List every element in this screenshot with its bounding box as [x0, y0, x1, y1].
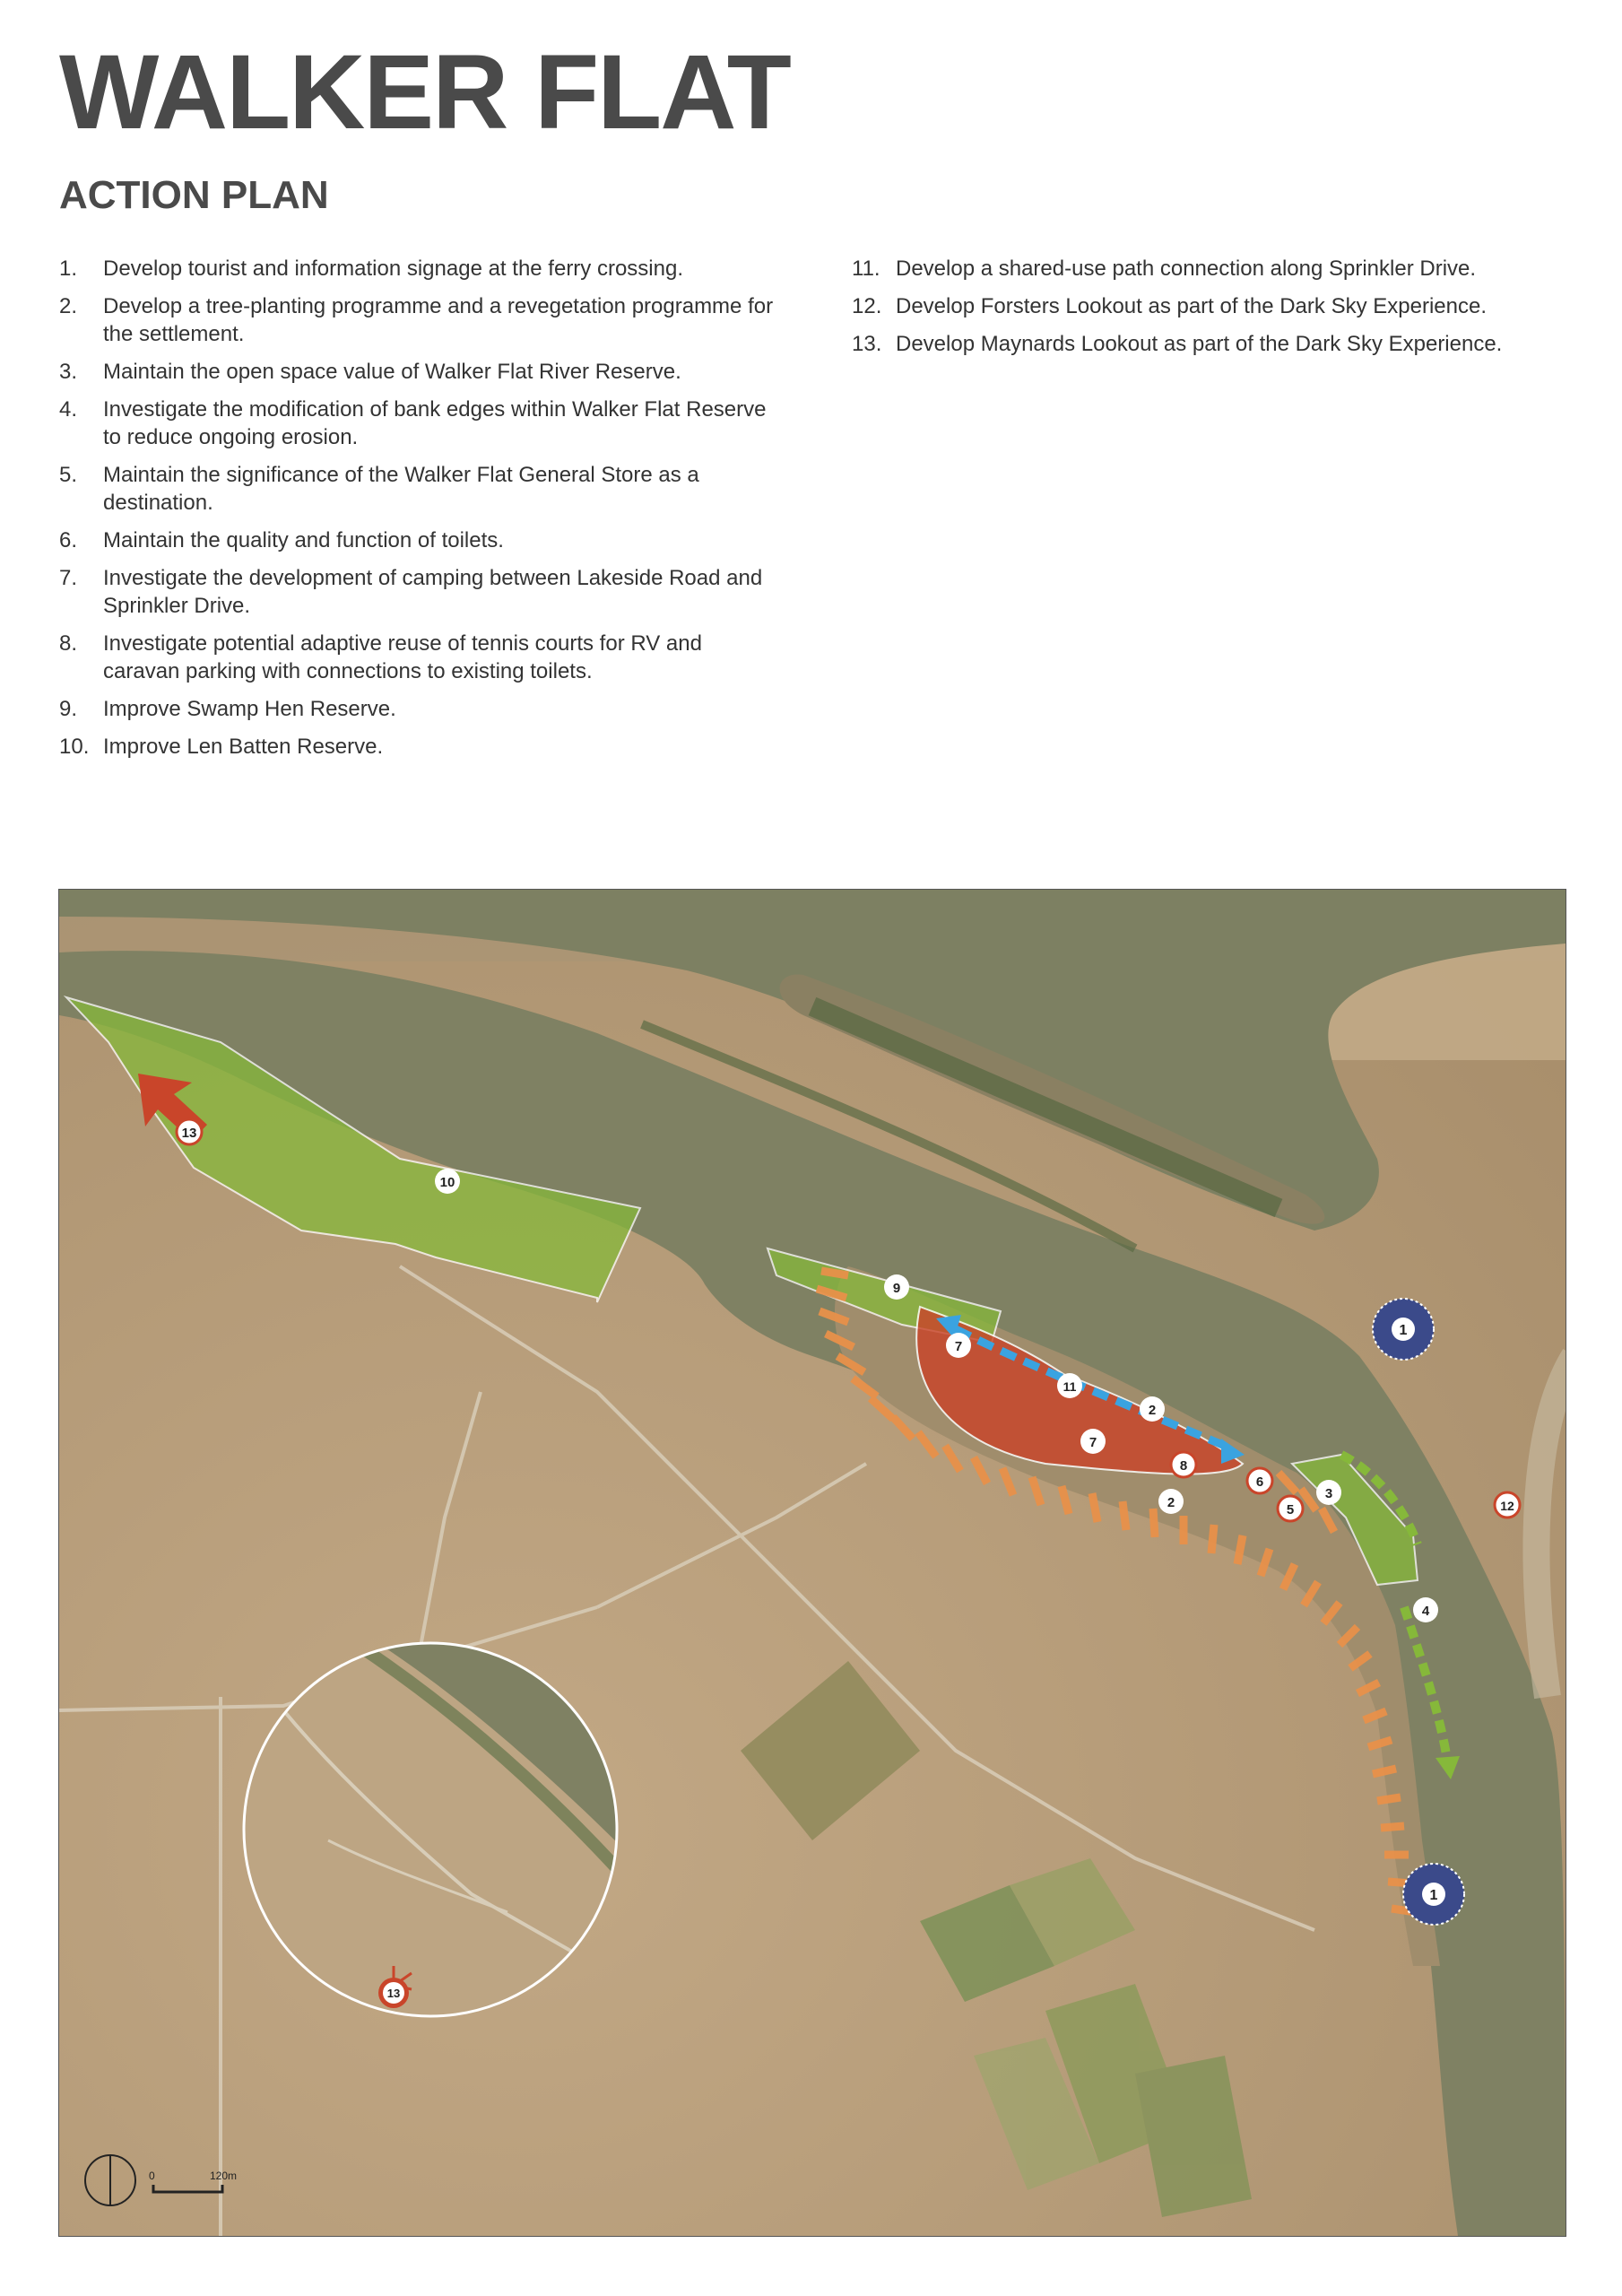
tree-row: [1381, 1826, 1404, 1828]
marker-label: 3: [1324, 1486, 1333, 1501]
action-item-2: [59, 292, 776, 348]
marker-label: 11: [1063, 1379, 1077, 1394]
page-title: WALKER FLAT: [59, 33, 790, 152]
action-list-right: [852, 255, 1587, 368]
action-number: 3.: [59, 360, 78, 384]
scale-start-label: 0: [149, 2170, 155, 2182]
tree-row: [1123, 1501, 1126, 1530]
site-map[interactable]: [58, 889, 1566, 2237]
action-text: Improve Len Batten Reserve.: [103, 735, 384, 759]
action-item-6: [59, 526, 776, 554]
action-number: 1.: [59, 257, 78, 281]
action-item-11: [852, 255, 1587, 283]
marker-label: 7: [1089, 1435, 1097, 1450]
action-item-13: [852, 330, 1587, 358]
action-item-5: [59, 461, 776, 517]
tree-row: [1153, 1509, 1155, 1537]
action-number: 13.: [852, 332, 882, 356]
marker-6[interactable]: [1247, 1468, 1272, 1493]
signage-marker-south: [1403, 1864, 1464, 1925]
action-item-4: [59, 396, 776, 451]
tree-row: [1092, 1493, 1097, 1522]
tree-row: [1211, 1525, 1214, 1553]
marker-label: 8: [1179, 1458, 1188, 1474]
action-number: 5.: [59, 463, 78, 487]
marker-label: 9: [892, 1281, 901, 1296]
tree-row: [1237, 1535, 1243, 1564]
marker-2-south[interactable]: [1158, 1489, 1184, 1514]
marker-7-south[interactable]: [1080, 1429, 1106, 1454]
action-text: Develop a shared-use path connection along Sprinkler Drive.: [896, 257, 1477, 281]
action-number: 12.: [852, 294, 882, 318]
marker-4[interactable]: [1413, 1597, 1438, 1622]
marker-label: 13: [386, 1987, 401, 2000]
action-item-3: [59, 358, 776, 386]
marker-label: 12: [1500, 1499, 1514, 1513]
action-text: Develop tourist and information signage at the ferry crossing.: [103, 257, 684, 281]
action-text: Maintain the quality and function of toilets.: [103, 528, 504, 552]
marker-label: 6: [1255, 1474, 1264, 1490]
marker-label: 1: [1429, 1888, 1438, 1903]
action-number: 11.: [852, 257, 880, 281]
action-number: 9.: [59, 697, 78, 721]
marker-13[interactable]: [177, 1119, 202, 1144]
action-item-12: [852, 292, 1587, 320]
action-text: Investigate the development of camping between Lakeside Road and Sprinkler Drive.: [103, 566, 763, 618]
action-item-10: [59, 733, 776, 761]
marker-11[interactable]: [1057, 1373, 1082, 1398]
marker-label: 13: [181, 1126, 197, 1141]
action-list-left: [59, 255, 776, 770]
action-text: Maintain the open space value of Walker Flat River Reserve.: [103, 360, 681, 384]
action-text: Develop Maynards Lookout as part of the Dark Sky Experience.: [896, 332, 1503, 356]
marker-7-north[interactable]: [946, 1333, 971, 1358]
marker-label: 1: [1399, 1323, 1408, 1338]
action-item-8: [59, 630, 776, 685]
marker-label: 7: [954, 1339, 963, 1354]
action-text: Develop Forsters Lookout as part of the Dark Sky Experience.: [896, 294, 1487, 318]
action-number: 6.: [59, 528, 78, 552]
marker-5[interactable]: [1278, 1496, 1303, 1521]
signage-marker-north: [1373, 1299, 1434, 1360]
page-subtitle: ACTION PLAN: [59, 173, 329, 217]
marker-12[interactable]: [1495, 1492, 1520, 1518]
action-item-7: [59, 564, 776, 620]
tree-row: [1373, 1769, 1396, 1774]
scale-end-label: 120m: [210, 2170, 238, 2182]
marker-label: 10: [439, 1175, 455, 1190]
action-number: 10.: [59, 735, 90, 759]
action-text: Develop a tree-planting programme and a revegetation programme for the settlement.: [103, 294, 774, 346]
marker-10[interactable]: [435, 1169, 460, 1194]
marker-label: 2: [1148, 1403, 1157, 1418]
action-number: 8.: [59, 631, 78, 656]
action-number: 2.: [59, 294, 78, 318]
action-text: Investigate the modification of bank edges within Walker Flat Reserve to reduce ongoing erosion.: [103, 397, 767, 449]
action-text: Investigate potential adaptive reuse of tennis courts for RV and caravan parking with connections to existing toilets.: [103, 631, 702, 683]
marker-label: 2: [1167, 1495, 1175, 1510]
marker-label: 5: [1286, 1502, 1295, 1518]
tree-row: [1377, 1797, 1401, 1801]
marker-2-north[interactable]: [1140, 1396, 1165, 1422]
action-number: 4.: [59, 397, 78, 422]
marker-8[interactable]: [1171, 1452, 1196, 1477]
tree-row: [821, 1271, 848, 1275]
marker-3[interactable]: [1316, 1480, 1341, 1505]
map-canvas: [59, 890, 1566, 2236]
marker-9[interactable]: [884, 1274, 909, 1300]
action-text: Improve Swamp Hen Reserve.: [103, 697, 396, 721]
action-number: 7.: [59, 566, 78, 590]
action-text: Maintain the significance of the Walker Flat General Store as a destination.: [103, 463, 699, 515]
action-item-1: [59, 255, 776, 283]
marker-label: 4: [1421, 1604, 1430, 1619]
action-item-9: [59, 695, 776, 723]
